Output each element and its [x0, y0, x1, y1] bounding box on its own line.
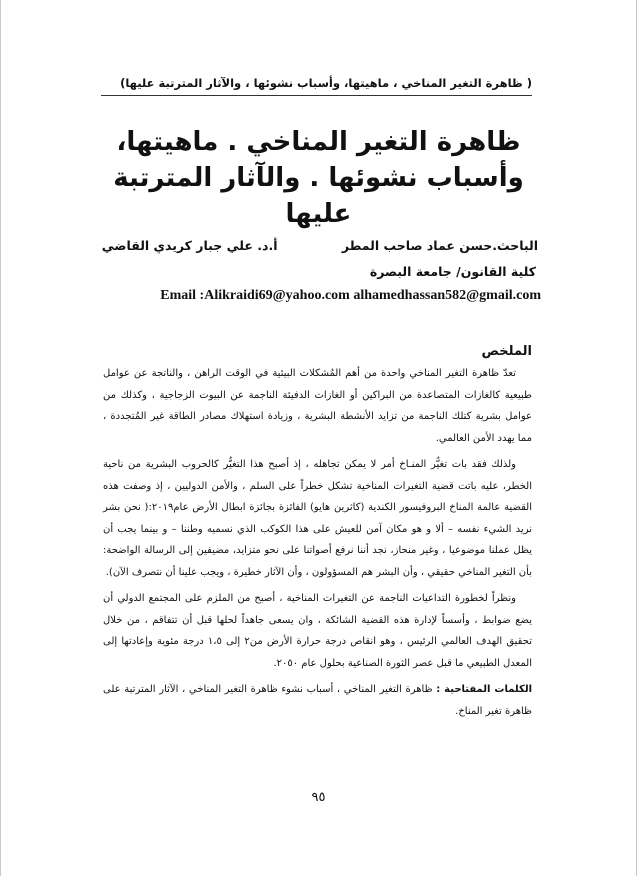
affiliation: كلية القانون/ جامعة البصرة — [369, 264, 536, 279]
page-number: ٩٥ — [311, 790, 326, 805]
author-1: أ.د. علي جبار كريدي القاضي — [101, 238, 278, 253]
author-2: الباحث.حسن عماد صاحب المطر — [341, 238, 538, 253]
email-line: Email :Alikraidi69@yahoo.com alhamedhassan582@gmail.com — [160, 288, 541, 303]
abstract-heading: الملخص — [481, 344, 532, 359]
paper-title: ظاهرة التغير المناخي . ماهيتها، وأسباب نشوئها . والآثار المترتبة عليها — [113, 127, 524, 229]
abstract-paragraph-2: ولذلك فقد بات تغيُّر المنـاخ أمر لا يمكن تجاهله ، إذ أصبح هذا التغيُّر كالحروب البشرية من ناحية الخطر، عليه باتت قضية التغيرات المناخية تشكل خطراً على السلم ، والأمن الدوليين ، إذ وصفت هذه القضية عالمة المناخ البروفيسور الكندية (كاثرين هايو) الفائزة بجائزة ابطال الأرض عام٢٠١٩:( نحن بشر نريد الشيء نفسه – ألا و هو مكان آمن للعيش على هذا الكوكب الذي نسميه وطننا – و بينما يجب أن يظل عملنا موضوعيا ، وغير منحاز، نجد أننا نرفع أصواتنا على نحو متزايد، مضيفين إلى الرسالة الواضحة: بأن التغير المناخي حقيقي ، وأن البشر هم المسؤولون ، وأن الآثار خطيرة ، ويجب علينا أن نتصرف الآن). — [103, 459, 533, 578]
keywords-label: الكلمات المفتاحية : — [436, 684, 532, 695]
keywords-paragraph — [103, 679, 532, 722]
running-header: ( ظاهرة التغير المناخي ، ماهيتها، وأسباب نشوئها ، والآثار المترتبة عليها) — [101, 76, 532, 96]
author-line — [101, 238, 538, 253]
abstract-paragraph-3: ونظراً لخطورة التداعيات الناجمة عن التغيرات المناخية ، أصبح من الملزم على المجتمع الدولي أن يضع ضوابط ، وأسساً لإدارة هذه القضية الشائكة ، وان يسعى جاهداً لحلها قبل أن تتفاقم ، من خلال تحقيق الهدف العالمي الرئيس ، وهو انقاص درجة حرارة الأرض من٢ إلى ١،٥ درجة مئوية وإعادتها إلى المعدل الطبيعي ما قبل عصر الثورة الصناعية بحلول عام ٢٠٥٠. — [103, 593, 532, 669]
abstract-body — [103, 363, 532, 727]
abstract-paragraph-1: تعدّ ظاهرة التغير المناخي واحدة من أهم المُشكلات البيئية في الوقت الراهن ، والناتجة عن عوامل طبيعية كالغازات المتصاعدة من البراكين أو الغازات الدفيئة الناجمة عن البيوت الزجاجية ، وكذلك من عوامل بشرية كتلك الناجمة من تزايد الأنشطة البشرية ، وزيادة استهلاك مصادر الطاقة غير المُتجددة ، مما يهدد الأمن العالمي. — [103, 368, 532, 444]
keywords-text: ظاهرة التغير المناخي ، أسباب نشوء ظاهرة التغير المناخي ، الآثار المترتبة على ظاهرة تغير المناخ. — [103, 684, 532, 717]
